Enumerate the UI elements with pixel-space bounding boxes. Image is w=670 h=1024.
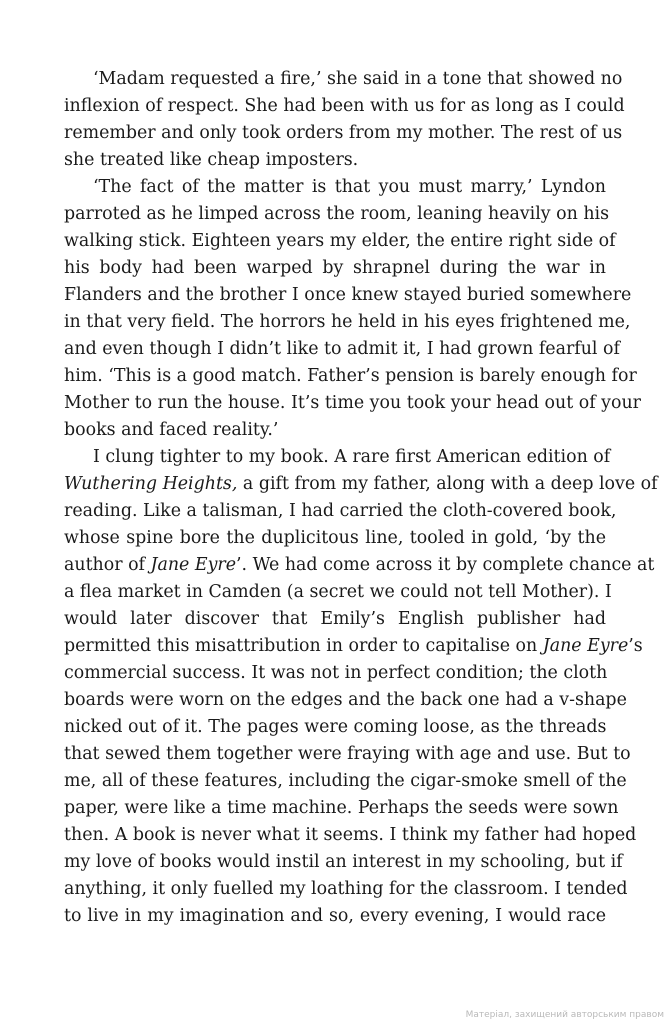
text-fragment: ’. We had come across it by complete chance at [236, 555, 655, 575]
text-line: to live in my imagination and so, every evening, I would race [64, 906, 606, 926]
text-fragment: ’s [628, 636, 643, 656]
copyright-watermark: Матеріал, захищений авторським правом [465, 1010, 664, 1020]
book-title-italic: Jane Eyre [542, 636, 629, 656]
text-line: my love of books would instil an interest in my schooling, but if [64, 852, 623, 872]
text-line: that sewed them together were fraying with age and use. But to [64, 744, 631, 764]
book-title-italic: Wuthering Heights, [64, 474, 238, 494]
text-line: reading. Like a talisman, I had carried the cloth-covered book, [64, 501, 617, 521]
text-line [64, 552, 655, 579]
book-title-italic: Jane Eyre [150, 555, 236, 575]
text-line [64, 633, 643, 660]
paragraph [64, 444, 658, 930]
text-line: boards were worn on the edges and the back one had a v-shape [64, 690, 627, 710]
text-line [64, 471, 658, 498]
text-line: Mother to run the house. It’s time you took your head out of your [64, 393, 641, 413]
text-line: a flea market in Camden (a secret we could not tell Mother). I [64, 582, 612, 602]
text-line: commercial success. It was not in perfect condition; the cloth [64, 663, 608, 683]
paragraph [64, 66, 625, 174]
text-line: paper, were like a time machine. Perhaps the seeds were sown [64, 798, 619, 818]
text-line: whose spine bore the duplicitous line, tooled in gold, ‘by the [64, 528, 606, 548]
text-line: I clung tighter to my book. A rare first American edition of [93, 447, 611, 467]
text-fragment: author of [64, 555, 151, 575]
text-line: parroted as he limped across the room, leaning heavily on his [64, 204, 610, 224]
text-line: nicked out of it. The pages were coming loose, as the threads [64, 717, 607, 737]
text-line: his body had been warped by shrapnel during the war in [64, 258, 606, 278]
text-line: anything, it only fuelled my loathing for the classroom. I tended [64, 879, 628, 899]
text-line: and even though I didn’t like to admit it, I had grown fearful of [64, 339, 620, 359]
text-line: Flanders and the brother I once knew stayed buried somewhere [64, 285, 632, 305]
page-body [64, 66, 658, 930]
text-line: would later discover that Emily’s English publisher had [64, 609, 606, 629]
text-line: him. ‘This is a good match. Father’s pension is barely enough for [64, 366, 637, 386]
text-line: then. A book is never what it seems. I think my father had hoped [64, 825, 637, 845]
text-fragment: a gift from my father, along with a deep love of [237, 474, 658, 494]
text-fragment: permitted this misattribution in order to capitalise on [64, 636, 543, 656]
text-line: she treated like cheap imposters. [64, 150, 359, 170]
text-line: ‘Madam requested a fire,’ she said in a tone that showed no [93, 69, 623, 89]
paragraph [64, 174, 641, 444]
text-line: me, all of these features, including the cigar-smoke smell of the [64, 771, 627, 791]
text-line: in that very field. The horrors he held in his eyes frightened me, [64, 312, 631, 332]
text-line: inflexion of respect. She had been with us for as long as I could [64, 96, 625, 116]
text-line: remember and only took orders from my mother. The rest of us [64, 123, 623, 143]
text-line: ‘The fact of the matter is that you must marry,’ Lyndon [93, 177, 606, 197]
text-line: walking stick. Eighteen years my elder, the entire right side of [64, 231, 616, 251]
text-line: books and faced reality.’ [64, 420, 279, 440]
